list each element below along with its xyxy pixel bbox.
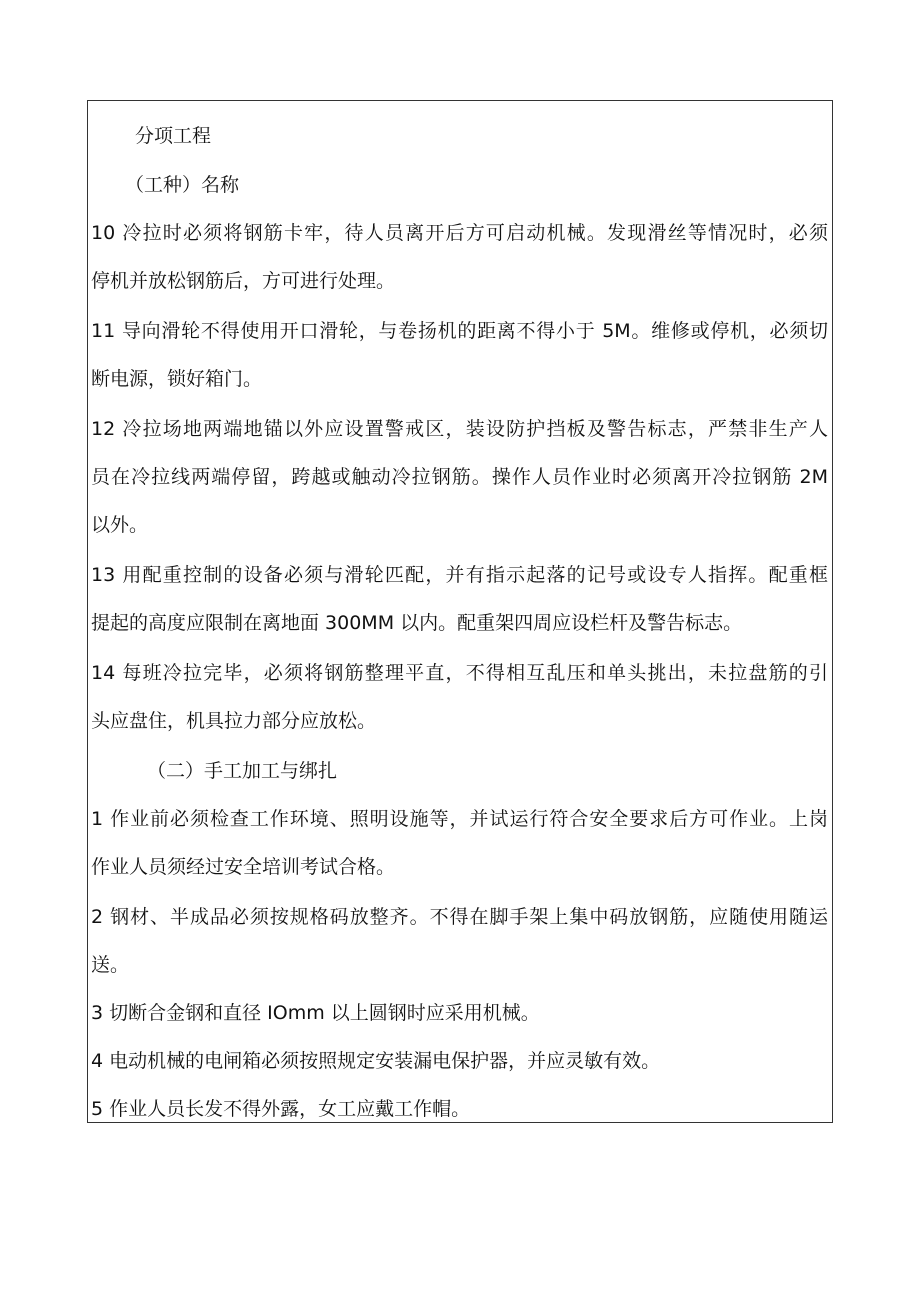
section-item-4: 4 电动机械的电闸箱必须按照规定安装漏电保护器，并应灵敏有效。 <box>91 1050 661 1072</box>
section-item-5: 5 作业人员长发不得外露，女工应戴工作帽。 <box>91 1098 471 1120</box>
section-item-1-line-2: 作业人员须经过安全培训考试合格。 <box>91 856 396 878</box>
item-14-line-2: 头应盘住，机具拉力部分应放松。 <box>91 710 377 732</box>
item-14-line-1: 14 每班冷拉完毕，必须将钢筋整理平直，不得相互乱压和单头挑出，未拉盘筋的引 <box>91 662 828 684</box>
title-line-2: （工种）名称 <box>125 174 240 196</box>
section-item-3: 3 切断合金钢和直径 IOmm 以上圆钢时应采用机械。 <box>91 1002 540 1024</box>
section-item-1-line-1: 1 作业前必须检查工作环境、照明设施等，并试运行符合安全要求后方可作业。上岗 <box>91 808 828 830</box>
document-frame <box>87 100 833 1123</box>
item-13-line-1: 13 用配重控制的设备必须与滑轮匹配，并有指示起落的记号或设专人指挥。配重框 <box>91 564 828 586</box>
item-11-line-1: 11 导向滑轮不得使用开口滑轮，与卷扬机的距离不得小于 5M。维修或停机，必须切 <box>91 320 828 342</box>
item-10-line-1: 10 冷拉时必须将钢筋卡牢，待人员离开后方可启动机械。发现滑丝等情况时，必须 <box>91 222 828 244</box>
item-12-line-3: 以外。 <box>91 514 149 536</box>
item-12-line-1: 12 冷拉场地两端地锚以外应设置警戒区，装设防护挡板及警告标志，严禁非生产人 <box>91 418 828 440</box>
section-item-2-line-1: 2 钢材、半成品必须按规格码放整齐。不得在脚手架上集中码放钢筋，应随使用随运 <box>91 906 828 928</box>
item-11-line-2: 断电源，锁好箱门。 <box>91 368 263 390</box>
item-12-line-2: 员在冷拉线两端停留，跨越或触动冷拉钢筋。操作人员作业时必须离开冷拉钢筋 2M <box>91 466 828 488</box>
title-line-1: 分项工程 <box>135 125 212 147</box>
item-10-line-2: 停机并放松钢筋后，方可进行处理。 <box>91 270 396 292</box>
item-13-line-2: 提起的高度应限制在离地面 300MM 以内。配重架四周应设栏杆及警告标志。 <box>91 612 743 634</box>
section-heading: （二）手工加工与绑扎 <box>147 760 338 782</box>
section-item-2-line-2: 送。 <box>91 954 130 976</box>
